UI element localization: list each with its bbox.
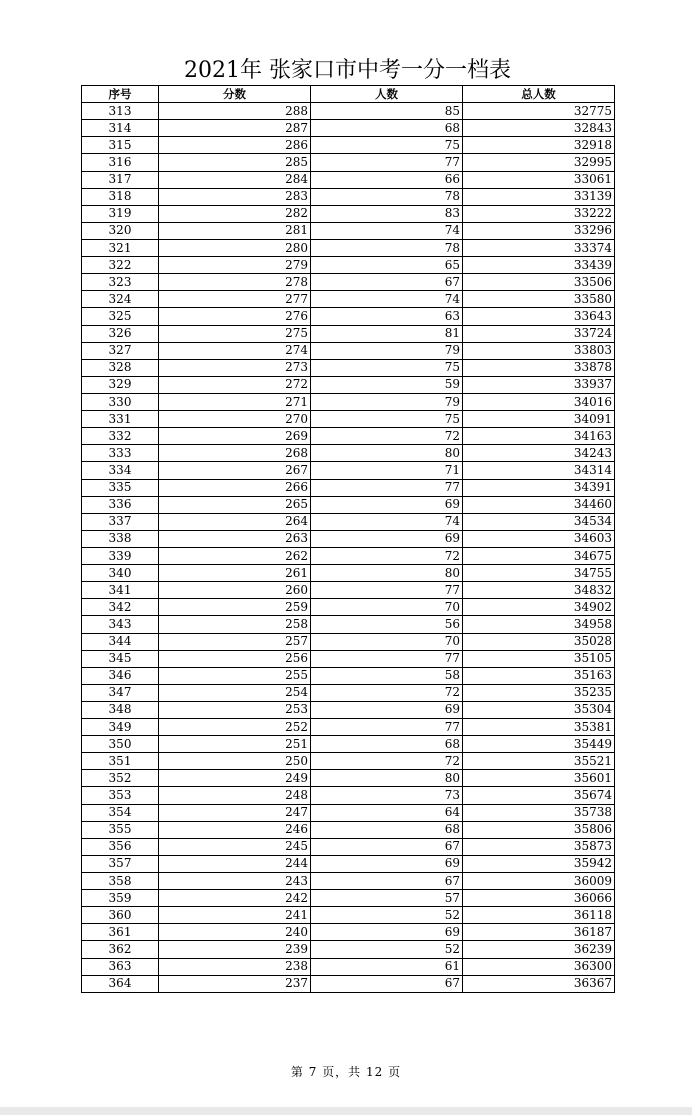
cell-total: 34243 xyxy=(463,445,615,462)
cell-count: 61 xyxy=(311,958,463,975)
cell-seq: 331 xyxy=(82,411,159,428)
table-row xyxy=(82,376,615,393)
cell-total: 33296 xyxy=(463,222,615,239)
cell-total: 34163 xyxy=(463,428,615,445)
table-row xyxy=(82,530,615,547)
cell-seq: 321 xyxy=(82,239,159,256)
table-row xyxy=(82,496,615,513)
cell-seq: 313 xyxy=(82,103,159,120)
cell-seq: 320 xyxy=(82,222,159,239)
cell-score: 243 xyxy=(159,873,311,890)
cell-total: 34391 xyxy=(463,479,615,496)
cell-total: 36300 xyxy=(463,958,615,975)
cell-score: 264 xyxy=(159,513,311,530)
cell-total: 35105 xyxy=(463,650,615,667)
cell-count: 67 xyxy=(311,838,463,855)
cell-count: 77 xyxy=(311,154,463,171)
cell-seq: 339 xyxy=(82,547,159,564)
table-row xyxy=(82,325,615,342)
cell-count: 63 xyxy=(311,308,463,325)
cell-seq: 354 xyxy=(82,804,159,821)
cell-seq: 341 xyxy=(82,582,159,599)
cell-total: 36187 xyxy=(463,924,615,941)
cell-seq: 358 xyxy=(82,873,159,890)
cell-count: 72 xyxy=(311,753,463,770)
cell-count: 75 xyxy=(311,137,463,154)
cell-count: 69 xyxy=(311,701,463,718)
table-row xyxy=(82,958,615,975)
cell-score: 273 xyxy=(159,359,311,376)
cell-score: 258 xyxy=(159,616,311,633)
cell-score: 270 xyxy=(159,411,311,428)
cell-seq: 350 xyxy=(82,736,159,753)
table-row xyxy=(82,736,615,753)
cell-count: 74 xyxy=(311,291,463,308)
cell-count: 78 xyxy=(311,239,463,256)
cell-seq: 355 xyxy=(82,821,159,838)
cell-total: 33374 xyxy=(463,239,615,256)
table-row xyxy=(82,599,615,616)
cell-score: 250 xyxy=(159,753,311,770)
cell-score: 275 xyxy=(159,325,311,342)
table-row xyxy=(82,308,615,325)
table-row xyxy=(82,188,615,205)
cell-score: 272 xyxy=(159,376,311,393)
table-row xyxy=(82,342,615,359)
cell-seq: 363 xyxy=(82,958,159,975)
cell-count: 52 xyxy=(311,941,463,958)
cell-seq: 317 xyxy=(82,171,159,188)
cell-total: 35738 xyxy=(463,804,615,821)
cell-score: 251 xyxy=(159,736,311,753)
cell-total: 32995 xyxy=(463,154,615,171)
cell-score: 254 xyxy=(159,684,311,701)
table-row xyxy=(82,924,615,941)
table-row xyxy=(82,120,615,137)
cell-count: 68 xyxy=(311,821,463,838)
cell-count: 69 xyxy=(311,855,463,872)
table-row xyxy=(82,804,615,821)
cell-count: 66 xyxy=(311,171,463,188)
cell-count: 70 xyxy=(311,599,463,616)
cell-total: 33724 xyxy=(463,325,615,342)
cell-count: 81 xyxy=(311,325,463,342)
cell-total: 33222 xyxy=(463,205,615,222)
cell-seq: 328 xyxy=(82,359,159,376)
cell-score: 263 xyxy=(159,530,311,547)
table-row xyxy=(82,479,615,496)
cell-total: 34958 xyxy=(463,616,615,633)
cell-score: 245 xyxy=(159,838,311,855)
cell-score: 238 xyxy=(159,958,311,975)
table-row xyxy=(82,701,615,718)
table-row xyxy=(82,428,615,445)
cell-score: 248 xyxy=(159,787,311,804)
cell-total: 35942 xyxy=(463,855,615,872)
cell-total: 36367 xyxy=(463,975,615,992)
cell-total: 34603 xyxy=(463,530,615,547)
cell-total: 35304 xyxy=(463,701,615,718)
cell-score: 261 xyxy=(159,565,311,582)
cell-count: 68 xyxy=(311,120,463,137)
cell-seq: 351 xyxy=(82,753,159,770)
table-row xyxy=(82,205,615,222)
table-row xyxy=(82,171,615,188)
cell-total: 35381 xyxy=(463,719,615,736)
cell-score: 277 xyxy=(159,291,311,308)
cell-total: 35806 xyxy=(463,821,615,838)
cell-count: 69 xyxy=(311,496,463,513)
cell-total: 34091 xyxy=(463,411,615,428)
cell-seq: 314 xyxy=(82,120,159,137)
cell-count: 85 xyxy=(311,103,463,120)
cell-count: 69 xyxy=(311,530,463,547)
cell-count: 67 xyxy=(311,975,463,992)
cell-total: 35163 xyxy=(463,667,615,684)
table-row xyxy=(82,616,615,633)
cell-total: 34832 xyxy=(463,582,615,599)
cell-score: 257 xyxy=(159,633,311,650)
cell-seq: 342 xyxy=(82,599,159,616)
table-row xyxy=(82,838,615,855)
cell-seq: 344 xyxy=(82,633,159,650)
cell-seq: 364 xyxy=(82,975,159,992)
cell-seq: 359 xyxy=(82,890,159,907)
cell-seq: 318 xyxy=(82,188,159,205)
cell-seq: 357 xyxy=(82,855,159,872)
cell-count: 79 xyxy=(311,342,463,359)
cell-count: 74 xyxy=(311,513,463,530)
table-row xyxy=(82,274,615,291)
table-row xyxy=(82,513,615,530)
score-distribution-table xyxy=(81,85,615,993)
cell-count: 72 xyxy=(311,684,463,701)
cell-total: 33937 xyxy=(463,376,615,393)
cell-seq: 319 xyxy=(82,205,159,222)
cell-total: 36118 xyxy=(463,907,615,924)
cell-seq: 330 xyxy=(82,393,159,410)
table-row xyxy=(82,359,615,376)
cell-seq: 349 xyxy=(82,719,159,736)
cell-total: 33803 xyxy=(463,342,615,359)
cell-score: 280 xyxy=(159,239,311,256)
cell-seq: 329 xyxy=(82,376,159,393)
table-row xyxy=(82,103,615,120)
table-row xyxy=(82,770,615,787)
cell-total: 36239 xyxy=(463,941,615,958)
cell-count: 78 xyxy=(311,188,463,205)
cell-score: 269 xyxy=(159,428,311,445)
cell-score: 237 xyxy=(159,975,311,992)
cell-score: 274 xyxy=(159,342,311,359)
cell-seq: 356 xyxy=(82,838,159,855)
table-row xyxy=(82,907,615,924)
cell-seq: 326 xyxy=(82,325,159,342)
cell-seq: 347 xyxy=(82,684,159,701)
cell-seq: 332 xyxy=(82,428,159,445)
cell-seq: 337 xyxy=(82,513,159,530)
cell-count: 52 xyxy=(311,907,463,924)
cell-seq: 353 xyxy=(82,787,159,804)
cell-seq: 361 xyxy=(82,924,159,941)
table-row xyxy=(82,393,615,410)
cell-total: 35028 xyxy=(463,633,615,650)
cell-score: 276 xyxy=(159,308,311,325)
table-row xyxy=(82,719,615,736)
cell-total: 34016 xyxy=(463,393,615,410)
cell-score: 278 xyxy=(159,274,311,291)
table-row xyxy=(82,565,615,582)
cell-score: 265 xyxy=(159,496,311,513)
cell-total: 33643 xyxy=(463,308,615,325)
table-row xyxy=(82,154,615,171)
cell-total: 34314 xyxy=(463,462,615,479)
cell-seq: 333 xyxy=(82,445,159,462)
cell-seq: 336 xyxy=(82,496,159,513)
cell-count: 71 xyxy=(311,462,463,479)
cell-count: 77 xyxy=(311,479,463,496)
header-seq: 序号 xyxy=(82,86,159,103)
cell-total: 34755 xyxy=(463,565,615,582)
cell-total: 35449 xyxy=(463,736,615,753)
cell-count: 75 xyxy=(311,359,463,376)
cell-total: 33580 xyxy=(463,291,615,308)
cell-count: 67 xyxy=(311,274,463,291)
page-number-footer: 第 7 页，共 12 页 xyxy=(290,1065,402,1079)
table-row xyxy=(82,821,615,838)
cell-total: 33061 xyxy=(463,171,615,188)
cell-count: 77 xyxy=(311,650,463,667)
cell-score: 247 xyxy=(159,804,311,821)
cell-score: 282 xyxy=(159,205,311,222)
cell-total: 33506 xyxy=(463,274,615,291)
cell-seq: 334 xyxy=(82,462,159,479)
cell-score: 241 xyxy=(159,907,311,924)
cell-total: 32918 xyxy=(463,137,615,154)
cell-total: 36066 xyxy=(463,890,615,907)
cell-count: 70 xyxy=(311,633,463,650)
cell-score: 271 xyxy=(159,393,311,410)
cell-count: 80 xyxy=(311,770,463,787)
cell-total: 34460 xyxy=(463,496,615,513)
cell-score: 242 xyxy=(159,890,311,907)
table-row xyxy=(82,239,615,256)
cell-count: 57 xyxy=(311,890,463,907)
cell-count: 77 xyxy=(311,582,463,599)
table-row xyxy=(82,684,615,701)
cell-seq: 324 xyxy=(82,291,159,308)
cell-count: 59 xyxy=(311,376,463,393)
cell-seq: 352 xyxy=(82,770,159,787)
table-row xyxy=(82,137,615,154)
cell-count: 64 xyxy=(311,804,463,821)
table-row xyxy=(82,941,615,958)
cell-score: 287 xyxy=(159,120,311,137)
cell-seq: 316 xyxy=(82,154,159,171)
cell-score: 240 xyxy=(159,924,311,941)
cell-score: 252 xyxy=(159,719,311,736)
table-row xyxy=(82,975,615,992)
cell-score: 262 xyxy=(159,547,311,564)
table-row xyxy=(82,445,615,462)
cell-total: 34534 xyxy=(463,513,615,530)
table-body xyxy=(82,103,615,993)
cell-count: 72 xyxy=(311,547,463,564)
cell-score: 279 xyxy=(159,257,311,274)
cell-seq: 323 xyxy=(82,274,159,291)
cell-seq: 338 xyxy=(82,530,159,547)
cell-score: 268 xyxy=(159,445,311,462)
table-row xyxy=(82,633,615,650)
cell-total: 36009 xyxy=(463,873,615,890)
page-title: 2021年 张家口市中考一分一档表 xyxy=(184,58,511,83)
cell-seq: 327 xyxy=(82,342,159,359)
table-row xyxy=(82,257,615,274)
cell-score: 259 xyxy=(159,599,311,616)
cell-score: 283 xyxy=(159,188,311,205)
cell-score: 260 xyxy=(159,582,311,599)
cell-score: 249 xyxy=(159,770,311,787)
cell-seq: 346 xyxy=(82,667,159,684)
table-row xyxy=(82,753,615,770)
cell-count: 80 xyxy=(311,565,463,582)
cell-score: 286 xyxy=(159,137,311,154)
cell-count: 72 xyxy=(311,428,463,445)
cell-score: 253 xyxy=(159,701,311,718)
header-total: 总人数 xyxy=(463,86,615,103)
cell-seq: 322 xyxy=(82,257,159,274)
cell-count: 80 xyxy=(311,445,463,462)
cell-score: 246 xyxy=(159,821,311,838)
table-row xyxy=(82,462,615,479)
cell-total: 35235 xyxy=(463,684,615,701)
cell-score: 239 xyxy=(159,941,311,958)
cell-score: 285 xyxy=(159,154,311,171)
cell-count: 83 xyxy=(311,205,463,222)
cell-seq: 315 xyxy=(82,137,159,154)
cell-total: 32775 xyxy=(463,103,615,120)
table-row xyxy=(82,411,615,428)
table-row xyxy=(82,787,615,804)
cell-total: 32843 xyxy=(463,120,615,137)
cell-seq: 325 xyxy=(82,308,159,325)
cell-count: 74 xyxy=(311,222,463,239)
table-row xyxy=(82,222,615,239)
table-row xyxy=(82,667,615,684)
cell-total: 35873 xyxy=(463,838,615,855)
cell-seq: 362 xyxy=(82,941,159,958)
cell-count: 75 xyxy=(311,411,463,428)
cell-seq: 340 xyxy=(82,565,159,582)
cell-total: 35674 xyxy=(463,787,615,804)
header-count: 人数 xyxy=(311,86,463,103)
cell-score: 281 xyxy=(159,222,311,239)
table-row xyxy=(82,582,615,599)
cell-seq: 343 xyxy=(82,616,159,633)
cell-total: 35521 xyxy=(463,753,615,770)
cell-total: 34902 xyxy=(463,599,615,616)
table-row xyxy=(82,650,615,667)
table-row xyxy=(82,291,615,308)
cell-score: 284 xyxy=(159,171,311,188)
viewer-bottom-bar xyxy=(0,1107,692,1115)
cell-count: 67 xyxy=(311,873,463,890)
cell-score: 244 xyxy=(159,855,311,872)
cell-score: 288 xyxy=(159,103,311,120)
cell-seq: 345 xyxy=(82,650,159,667)
table-row xyxy=(82,855,615,872)
cell-count: 77 xyxy=(311,719,463,736)
cell-total: 33139 xyxy=(463,188,615,205)
cell-count: 79 xyxy=(311,393,463,410)
table-row xyxy=(82,873,615,890)
cell-total: 34675 xyxy=(463,547,615,564)
cell-count: 73 xyxy=(311,787,463,804)
cell-count: 69 xyxy=(311,924,463,941)
cell-total: 33878 xyxy=(463,359,615,376)
cell-seq: 348 xyxy=(82,701,159,718)
cell-seq: 360 xyxy=(82,907,159,924)
header-score: 分数 xyxy=(159,86,311,103)
cell-score: 256 xyxy=(159,650,311,667)
table-row xyxy=(82,890,615,907)
cell-score: 255 xyxy=(159,667,311,684)
table-row xyxy=(82,547,615,564)
cell-score: 267 xyxy=(159,462,311,479)
cell-count: 56 xyxy=(311,616,463,633)
cell-seq: 335 xyxy=(82,479,159,496)
table-header-row xyxy=(82,86,615,103)
cell-score: 266 xyxy=(159,479,311,496)
cell-total: 35601 xyxy=(463,770,615,787)
cell-count: 65 xyxy=(311,257,463,274)
cell-count: 68 xyxy=(311,736,463,753)
cell-total: 33439 xyxy=(463,257,615,274)
cell-count: 58 xyxy=(311,667,463,684)
